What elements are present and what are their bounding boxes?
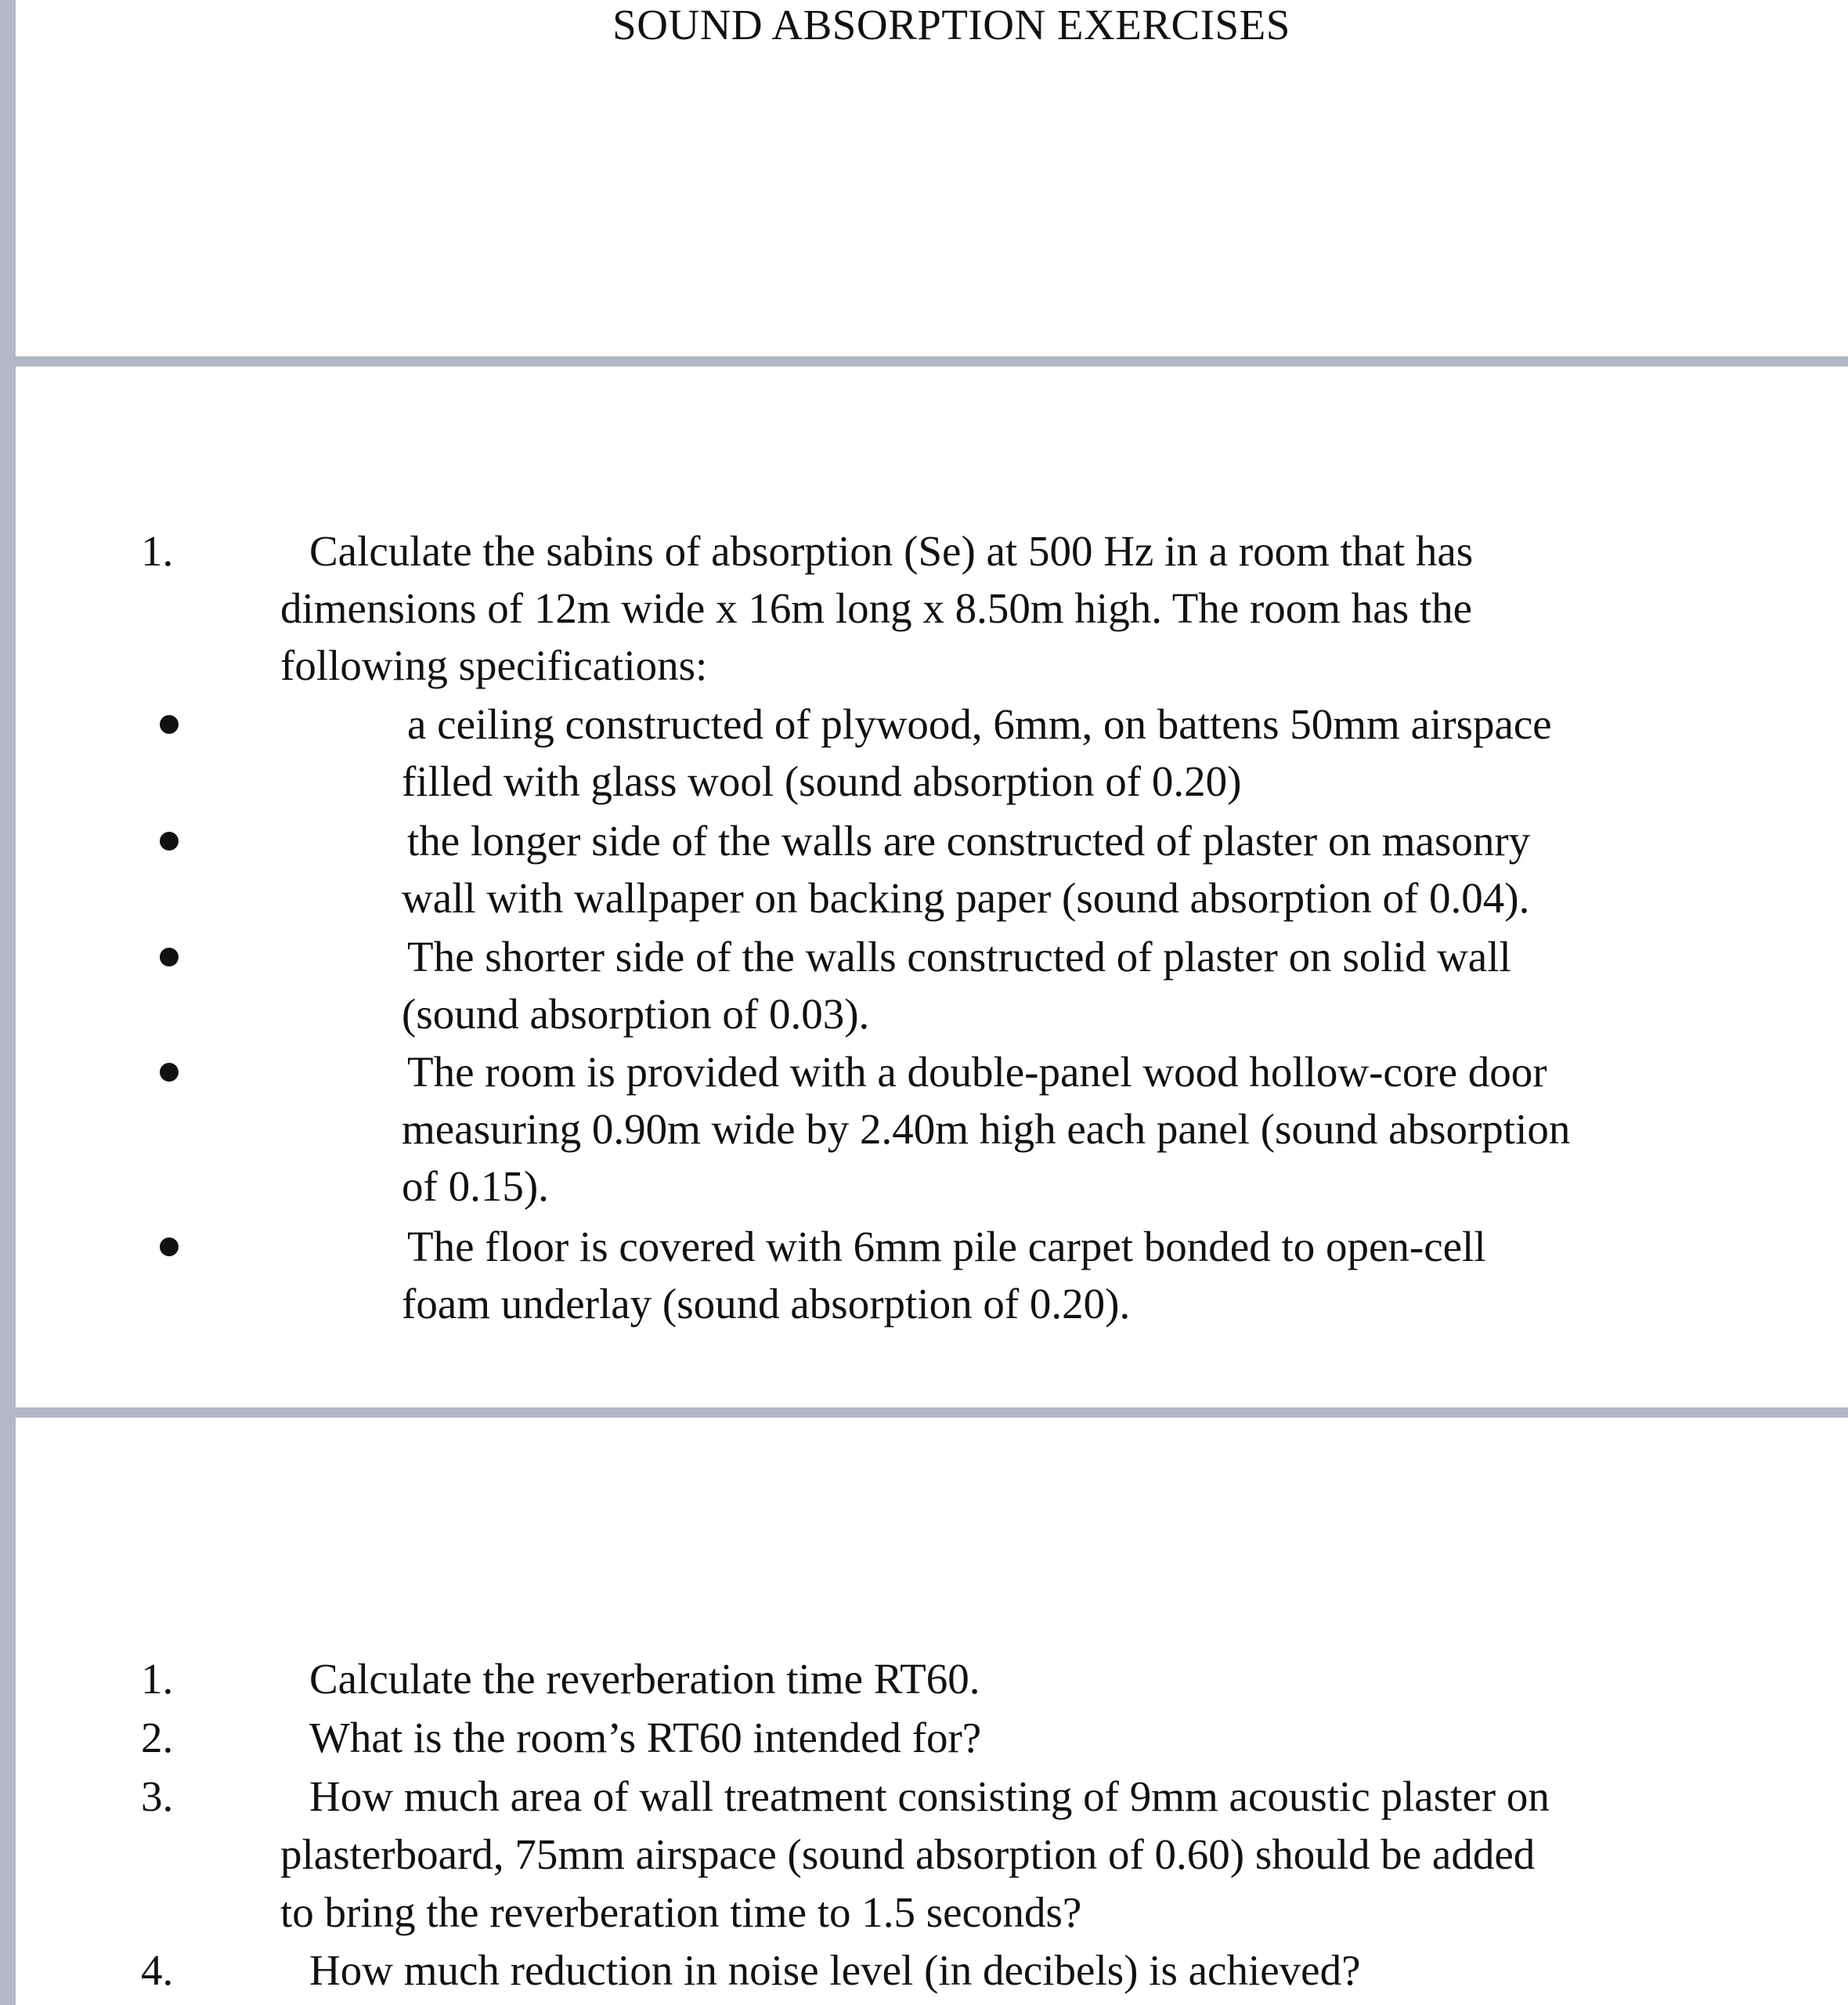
spec-door-line-1: The room is provided with a double-panel wood hollow-core door: [407, 1048, 1547, 1096]
spec-door-line-2: measuring 0.90m wide by 2.40m high each panel (sound absorption: [402, 1105, 1571, 1153]
question-2-text: What is the room’s RT60 intended for?: [309, 1714, 982, 1761]
question-3-line-2: plasterboard, 75mm airspace (sound absorption of 0.60) should be added: [280, 1830, 1536, 1878]
bullet-icon: [160, 1063, 179, 1082]
question-3-line-3: to bring the reverberation time to 1.5 seconds?: [280, 1888, 1082, 1936]
bullet-icon: [160, 1237, 179, 1256]
spec-floor-line-2: foam underlay (sound absorption of 0.20).: [402, 1280, 1131, 1328]
bullet-icon: [160, 948, 179, 966]
bullet-icon: [160, 832, 179, 851]
spec-door-line-3: of 0.15).: [402, 1162, 549, 1210]
question-3-line-1: How much area of wall treatment consisting of 9mm acoustic plaster on: [309, 1772, 1550, 1820]
question-3-number: 3.: [141, 1772, 174, 1820]
section-divider-bottom: [16, 1407, 1848, 1418]
bullet-icon: [160, 715, 179, 734]
spec-ceiling-line-1: a ceiling constructed of plywood, 6mm, on battens 50mm airspace: [407, 700, 1552, 748]
problem-number: 1.: [141, 527, 174, 575]
page-title: SOUND ABSORPTION EXERCISES: [612, 1, 1290, 49]
section-divider-top: [16, 356, 1848, 367]
problem-intro-line-3: following specifications:: [280, 641, 708, 689]
spec-long-walls-line-1: the longer side of the walls are constructed of plaster on masonry: [407, 817, 1531, 865]
problem-intro-line-1: Calculate the sabins of absorption (Se) at 500 Hz in a room that has: [309, 527, 1474, 575]
question-4-number: 4.: [141, 1946, 174, 1994]
page-left-border: [0, 0, 16, 2005]
spec-ceiling-line-2: filled with glass wool (sound absorption of 0.20): [402, 757, 1242, 805]
problem-intro-line-2: dimensions of 12m wide x 16m long x 8.50m high. The room has the: [280, 584, 1473, 632]
spec-short-walls-line-2: (sound absorption of 0.03).: [402, 990, 870, 1038]
question-1-text: Calculate the reverberation time RT60.: [309, 1655, 980, 1703]
spec-long-walls-line-2: wall with wallpaper on backing paper (sound absorption of 0.04).: [402, 874, 1530, 922]
question-4-text: How much reduction in noise level (in decibels) is achieved?: [309, 1946, 1361, 1994]
spec-floor-line-1: The floor is covered with 6mm pile carpet bonded to open-cell: [407, 1223, 1486, 1270]
question-2-number: 2.: [141, 1714, 174, 1761]
spec-short-walls-line-1: The shorter side of the walls constructed of plaster on solid wall: [407, 933, 1511, 981]
question-1-number: 1.: [141, 1655, 174, 1703]
